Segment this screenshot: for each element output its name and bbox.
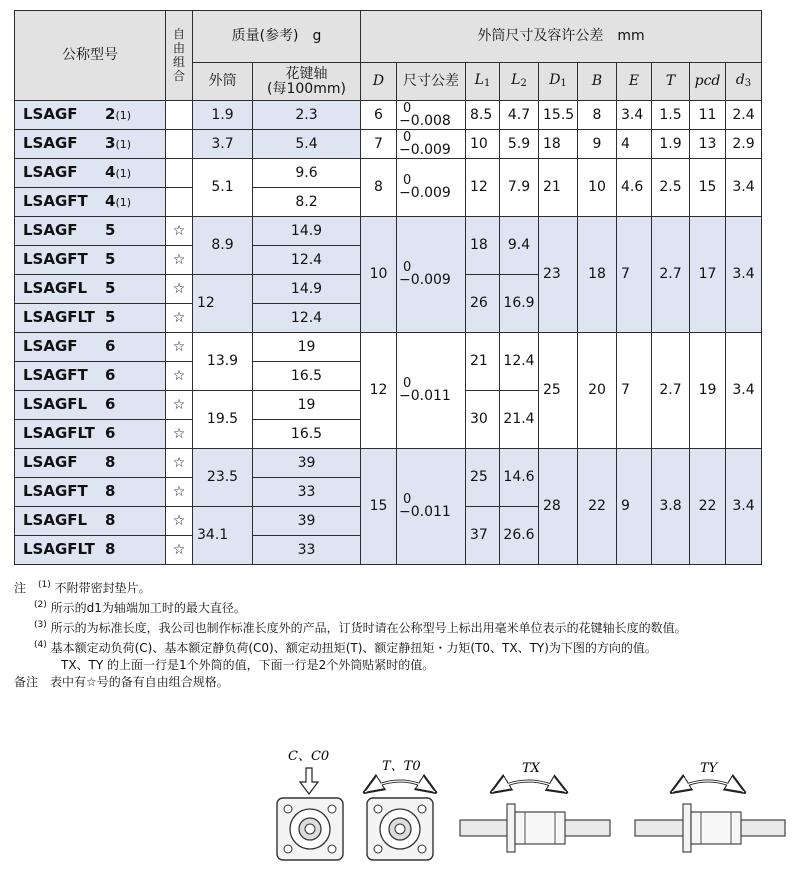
note-1: 注 $^{(1)}$ 不附带密封垫片。 (14, 580, 151, 595)
free-combination-cell (166, 101, 193, 130)
spline-mass-cell: 39 (253, 507, 361, 536)
dim-L2-cell: 9.4 (500, 217, 539, 275)
free-combination-cell: ☆ (166, 362, 193, 391)
dim-L1-cell: 8.5 (466, 101, 500, 130)
model-cell: LSAGFL 8 (15, 507, 166, 536)
dim-T-cell: 2.7 (652, 333, 690, 449)
table-row (15, 159, 762, 188)
spline-mass-cell: 16.5 (253, 420, 361, 449)
dim-pcd-cell: 11 (690, 101, 726, 130)
dim-d3-cell: 3.4 (726, 217, 762, 333)
tolerance-cell: 0 −0.009 (397, 159, 466, 217)
free-combination-cell: ☆ (166, 304, 193, 333)
flange-torque-diagram (365, 759, 435, 860)
spline-mass-cell: 33 (253, 478, 361, 507)
free-combination-header: 自由组合 (166, 11, 193, 101)
model-cell: LSAGF 8 (15, 449, 166, 478)
col-E-header: E (617, 63, 652, 101)
dim-D-cell: 8 (361, 159, 397, 217)
dim-D-cell: 7 (361, 130, 397, 159)
dim-D-cell: 6 (361, 101, 397, 130)
col-B-header: B (578, 63, 617, 101)
spline-mass-cell: 19 (253, 333, 361, 362)
dim-pcd-cell: 17 (690, 217, 726, 333)
spline-mass-cell: 19 (253, 391, 361, 420)
free-combination-cell: ☆ (166, 507, 193, 536)
mass-group-header: 质量(参考) g (193, 11, 361, 63)
shaft-ty-diagram (635, 761, 785, 852)
dim-D-cell: 15 (361, 449, 397, 565)
dim-B-cell: 22 (578, 449, 617, 565)
col-T-header: T (652, 63, 690, 101)
mass-outer-header: 外筒 (193, 63, 253, 101)
model-cell: LSAGFL 5 (15, 275, 166, 304)
free-combination-cell: ☆ (166, 275, 193, 304)
spline-mass-cell: 5.4 (253, 130, 361, 159)
free-combination-cell (166, 130, 193, 159)
label-ty: TY (700, 761, 718, 776)
label-torque: T、T0 (382, 759, 421, 774)
spline-mass-cell: 14.9 (253, 217, 361, 246)
outer-mass-cell: 34.1 (193, 507, 253, 565)
free-combination-cell: ☆ (166, 391, 193, 420)
model-cell: LSAGFLT 8 (15, 536, 166, 565)
dim-pcd-cell: 22 (690, 449, 726, 565)
free-combination-cell: ☆ (166, 536, 193, 565)
dim-L1-cell: 10 (466, 130, 500, 159)
table-row (15, 217, 762, 246)
dim-B-cell: 20 (578, 333, 617, 449)
dim-E-cell: 7 (617, 333, 652, 449)
spline-mass-cell: 33 (253, 536, 361, 565)
col-pcd-header: pcd (690, 63, 726, 101)
dim-d3-cell: 2.4 (726, 101, 762, 130)
spec-table (14, 10, 762, 565)
dim-D-cell: 10 (361, 217, 397, 333)
dim-L1-cell: 30 (466, 391, 500, 449)
tolerance-cell: 0 −0.011 (397, 449, 466, 565)
free-combination-cell: ☆ (166, 246, 193, 275)
dim-T-cell: 2.7 (652, 217, 690, 333)
dim-T-cell: 1.5 (652, 101, 690, 130)
table-row (15, 449, 762, 478)
spline-mass-cell: 39 (253, 449, 361, 478)
table-row (15, 333, 762, 362)
dim-L1-cell: 25 (466, 449, 500, 507)
spline-mass-cell: 2.3 (253, 101, 361, 130)
flange-load-diagram (277, 749, 343, 860)
tolerance-cell: 0 −0.011 (397, 333, 466, 449)
free-combination-cell: ☆ (166, 420, 193, 449)
dim-E-cell: 9 (617, 449, 652, 565)
free-combination-cell: ☆ (166, 449, 193, 478)
dim-L2-cell: 21.4 (500, 391, 539, 449)
dim-L1-cell: 21 (466, 333, 500, 391)
dim-d3-cell: 3.4 (726, 159, 762, 217)
tolerance-cell: 0 −0.009 (397, 217, 466, 333)
col-L2-header: $L_2$ (500, 63, 539, 101)
col-d3-header: $d_3$ (726, 63, 762, 101)
dim-B-cell: 18 (578, 217, 617, 333)
free-combination-cell: ☆ (166, 217, 193, 246)
tolerance-header: 尺寸公差 (397, 63, 466, 101)
dim-D1-cell: 28 (539, 449, 578, 565)
note-2: $^{(2)}$ 所示的d1为轴端加工时的最大直径。 (34, 600, 246, 615)
dim-L2-cell: 16.9 (500, 275, 539, 333)
outer-mass-cell: 5.1 (193, 159, 253, 217)
col-L1-header: $L_1$ (466, 63, 500, 101)
model-cell: LSAGF 2(1) (15, 101, 166, 130)
down-arrow-icon (300, 768, 318, 794)
outer-mass-cell: 8.9 (193, 217, 253, 275)
col-D1-header: $D_1$ (539, 63, 578, 101)
spline-mass-cell: 8.2 (253, 188, 361, 217)
model-cell: LSAGF 4(1) (15, 159, 166, 188)
dim-L1-cell: 26 (466, 275, 500, 333)
spline-mass-cell: 14.9 (253, 275, 361, 304)
model-cell: LSAGF 5 (15, 217, 166, 246)
dim-D1-cell: 15.5 (539, 101, 578, 130)
dim-D1-cell: 25 (539, 333, 578, 449)
outer-mass-cell: 13.9 (193, 333, 253, 391)
load-direction-figure (270, 740, 790, 870)
free-combination-cell: ☆ (166, 478, 193, 507)
dim-L2-cell: 5.9 (500, 130, 539, 159)
table-row (15, 101, 762, 130)
shaft-tx-diagram (460, 761, 610, 852)
model-cell: LSAGF 6 (15, 333, 166, 362)
note-4-continued: TX、TY 的上面一行是1个外筒的值，下面一行是2个外筒贴紧时的值。 (61, 658, 435, 672)
model-cell: LSAGFLT 6 (15, 420, 166, 449)
tolerance-cell: 0 −0.009 (397, 130, 466, 159)
dim-pcd-cell: 15 (690, 159, 726, 217)
dim-B-cell: 8 (578, 101, 617, 130)
model-header: 公称型号 (15, 11, 166, 101)
tolerance-cell: 0 −0.008 (397, 101, 466, 130)
outer-mass-cell: 19.5 (193, 391, 253, 449)
dim-L2-cell: 12.4 (500, 333, 539, 391)
dim-B-cell: 9 (578, 130, 617, 159)
dim-pcd-cell: 19 (690, 333, 726, 449)
dim-E-cell: 3.4 (617, 101, 652, 130)
model-cell: LSAGFL 6 (15, 391, 166, 420)
dim-T-cell: 1.9 (652, 130, 690, 159)
dim-D1-cell: 18 (539, 130, 578, 159)
outer-mass-cell: 23.5 (193, 449, 253, 507)
dim-D1-cell: 21 (539, 159, 578, 217)
model-cell: LSAGFLT 5 (15, 304, 166, 333)
dim-D1-cell: 23 (539, 217, 578, 333)
notes-section (14, 577, 794, 691)
dim-L2-cell: 14.6 (500, 449, 539, 507)
spline-mass-cell: 12.4 (253, 246, 361, 275)
dim-d3-cell: 2.9 (726, 130, 762, 159)
dim-L2-cell: 26.6 (500, 507, 539, 565)
model-cell: LSAGFT 6 (15, 362, 166, 391)
mass-spline-header: 花键轴 (每100mm) (253, 63, 361, 101)
dim-d3-cell: 3.4 (726, 449, 762, 565)
col-D-header: D (361, 63, 397, 101)
outer-mass-cell: 1.9 (193, 101, 253, 130)
dim-T-cell: 2.5 (652, 159, 690, 217)
dim-E-cell: 4.6 (617, 159, 652, 217)
free-combination-cell: ☆ (166, 333, 193, 362)
outer-mass-cell: 3.7 (193, 130, 253, 159)
outer-mass-cell: 12 (193, 275, 253, 333)
dim-D-cell: 12 (361, 333, 397, 449)
free-combination-cell (166, 159, 193, 188)
dim-L2-cell: 4.7 (500, 101, 539, 130)
dim-L1-cell: 12 (466, 159, 500, 217)
remark: 备注 表中有☆号的备有自由组合规格。 (14, 675, 229, 689)
dim-E-cell: 7 (617, 217, 652, 333)
label-tx: TX (522, 761, 540, 776)
free-combination-cell (166, 188, 193, 217)
model-cell: LSAGFT 8 (15, 478, 166, 507)
spline-mass-cell: 9.6 (253, 159, 361, 188)
label-load: C、C0 (288, 749, 330, 764)
dim-T-cell: 3.8 (652, 449, 690, 565)
spline-mass-cell: 12.4 (253, 304, 361, 333)
dim-L2-cell: 7.9 (500, 159, 539, 217)
dim-L1-cell: 18 (466, 217, 500, 275)
dim-E-cell: 4 (617, 130, 652, 159)
note-4: $^{(4)}$ 基本额定动负荷(C)、基本额定静负荷(C0)、额定动扭矩(T)、额定静扭矩・力矩(T0、TX、TY)为下图的方向的值。 (34, 640, 657, 655)
model-cell: LSAGF 3(1) (15, 130, 166, 159)
dim-L1-cell: 37 (466, 507, 500, 565)
model-cell: LSAGFT 4(1) (15, 188, 166, 217)
dim-d3-cell: 3.4 (726, 333, 762, 449)
dim-B-cell: 10 (578, 159, 617, 217)
note-3: $^{(3)}$ 所示的为标准长度，我公司也制作标准长度外的产品，订货时请在公称型号上标出用毫米单位表示的花键轴长度的数值。 (34, 620, 687, 635)
dimensions-group-header: 外筒尺寸及容许公差 mm (361, 11, 762, 63)
spline-mass-cell: 16.5 (253, 362, 361, 391)
model-cell: LSAGFT 5 (15, 246, 166, 275)
table-row (15, 130, 762, 159)
dim-pcd-cell: 13 (690, 130, 726, 159)
